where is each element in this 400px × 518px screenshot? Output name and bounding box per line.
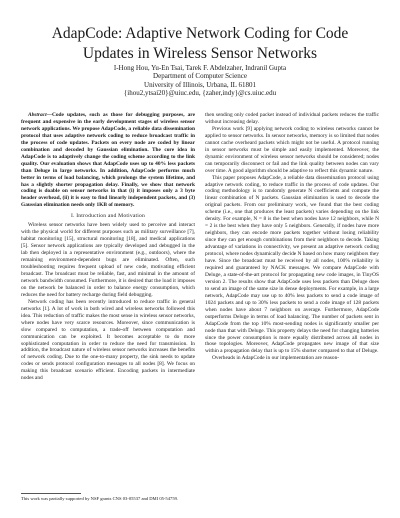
abstract-label: Abstract	[28, 112, 47, 118]
intro-paragraph-1: Wireless sensor networks have been widely used to perceive and interact with the physical world for different purposes such as military surveillance [7], habitat monitoring [15], structural monitoring [18], and medical applications [5]. Sensor network applications are typically developed and debugged in the lab then deployed in a representative environment (e.g., outdoors), where the remaining environment-dependent bugs are eliminated. Often, such troubleshooting requires frequent upload of new code, motivating efficient broadcast. The broadcast must be reliable, fast, and minimal in the amount of network bandwidth consumed. Furthermore, it is desired that the load it imposes on the network be balanced in order to balance energy consumption, which reduces the need for battery recharge during field debugging.	[21, 222, 195, 298]
section-heading-introduction: I. Introduction and Motivation	[70, 213, 146, 220]
footnote-divider	[21, 493, 81, 494]
abstract-text: —Code updates, such as those for debugging purposes, are frequent and expensive in the early development stages of wireless sensor network applications. We propose AdapCode, a reliable data dissemination protocol that uses adaptive network coding to reduce broadcast traffic in the process of code updates. Packets on every node are coded by linear combination and decoded by Gaussian elimination. The core idea in AdapCode is to adaptively change the coding scheme according to the link quality. Our evaluation shows that AdapCode uses up to 40% less packets than Deluge in large networks. In addition, AdapCode performs much better in terms of load balancing, which prolongs the system lifetime, and has a slightly shorter propagation delay. Finally, we show that network coding is doable on sensor networks in that (i) it imposes only a 3 byte header overhead, (ii) it is easy to find linearly independent packets, and (3) Gaussian elimination needs only 1KB of memory.	[21, 112, 195, 209]
abstract-paragraph	[21, 112, 195, 209]
left-column	[21, 112, 195, 382]
right-column	[205, 112, 379, 362]
author-department: Department of Computer Science	[153, 72, 247, 81]
right-paragraph-3: Overheads in AdapCode in our implementation are reason-	[212, 355, 340, 362]
abstract	[21, 112, 195, 209]
right-paragraph-2: This paper proposes AdapCode, a reliable data dissemination protocol using adaptive network coding, to reduce traffic in the process of code updates. Our coding methodology is to randomly generate N coefficients and compute the linear combination of N packets. Gaussian elimination is used to decode the original packets. From our preliminary work, we found that the best coding scheme (i.e., one that produces the least packets) varies depending on the link density. For example, N = 8 is the best when nodes have 12 neighbors, while N = 2 is the best when they have only 5 neighbors. Generally, if nodes have more neighbors, they can encode more packets together without losing reliability since they can get enough combinations from their neighbors to decode. Taking advantage of variations in connectivity, we present an adaptive network coding protocol, where nodes dynamically decide N based on how many neighbors they have. Since the broadcast must be received by all nodes, 100% reliability is required and guaranteed by NACK messages. We compare AdapCode with Deluge, a state-of-the-art protocol for propagating new code images, in TinyOS version 2. The results show that AdapCode uses less packets than Deluge does to send an image of the same size in dense deployments. For example, in a large network, AdapCode may use up to 40% less packets to send a code image of 1024 packets and up to 30% less packets to send a code image of 128 packets when nodes have about 7 neighbors on average. Furthermore, AdapCode outperforms Deluge in terms of load balancing. The number of packets sent in AdapCode from the top 10% most-sending nodes is significantly smaller per node than that with Deluge. This property delays the need for changing batteries since the power consumption is more equally distributed across all nodes in those topologies. Moreover, AdapCode propagates new image of that size within a propagation delay that is up to 15% shorter compared to that of Deluge.	[205, 174, 379, 355]
author-block	[20, 64, 380, 98]
title-line-1: AdapCode: Adaptive Network Coding for Code	[51, 25, 349, 42]
right-paragraph-0: then sending only coded packet instead of individual packets reduces the traffic without increasing delay.	[205, 112, 379, 125]
footnote: This work was partially supported by NSF grants CNS 03-05537 and DMI 05-54759.	[21, 496, 179, 501]
intro-paragraph-2: Network coding has been recently introduced to reduce traffic in general networks [1]. A lot of work in both wired and wireless networks followed this idea. This reduction of traffic makes the most sense in wireless sensor networks, where nodes have very scarce resources. Moreover, since communication is slow compared to computation, a trade-off between computation and communication can be exploited. It becomes acceptable to do more sophisticated computation in order to reduce the need for transmission. In addition, the broadcast nature of wireless sensor networks increases the benefits of network coding. Due to the one-to-many property, the sink needs to update codes or sends protocol configuration messages to all nodes [8]. We focus on making this broadcast scenario efficient. Encoding packets in intermediate nodes and	[21, 298, 195, 382]
right-paragraph-1: Previous work [9] applying network coding to wireless networks cannot be applied to sensor networks. In sensor networks, memory is so limited that nodes cannot cache overheard packets which might not be useful. A protocol running in sensor networks must be simple and easily implemented. Moreover, the dynamic environment of wireless sensor networks should be considered; nodes can temporarily disconnect or fail and the link quality between nodes can vary over time. A good algorithm should be adaptive to reflect this dynamic nature.	[205, 125, 379, 174]
title-line-2: Updates in Wireless Sensor Networks	[82, 45, 318, 62]
author-university: University of Illinois, Urbana, IL 61801	[144, 80, 256, 89]
paper-title	[20, 24, 380, 64]
author-emails: {ihou2,ytsai20}@uiuc.edu, {zaher,indy}@cs.uiuc.edu	[123, 89, 277, 98]
author-names: I-Hong Hou, Yu-En Tsai, Tarek F. Abdelzaher, Indranil Gupta	[113, 64, 287, 72]
